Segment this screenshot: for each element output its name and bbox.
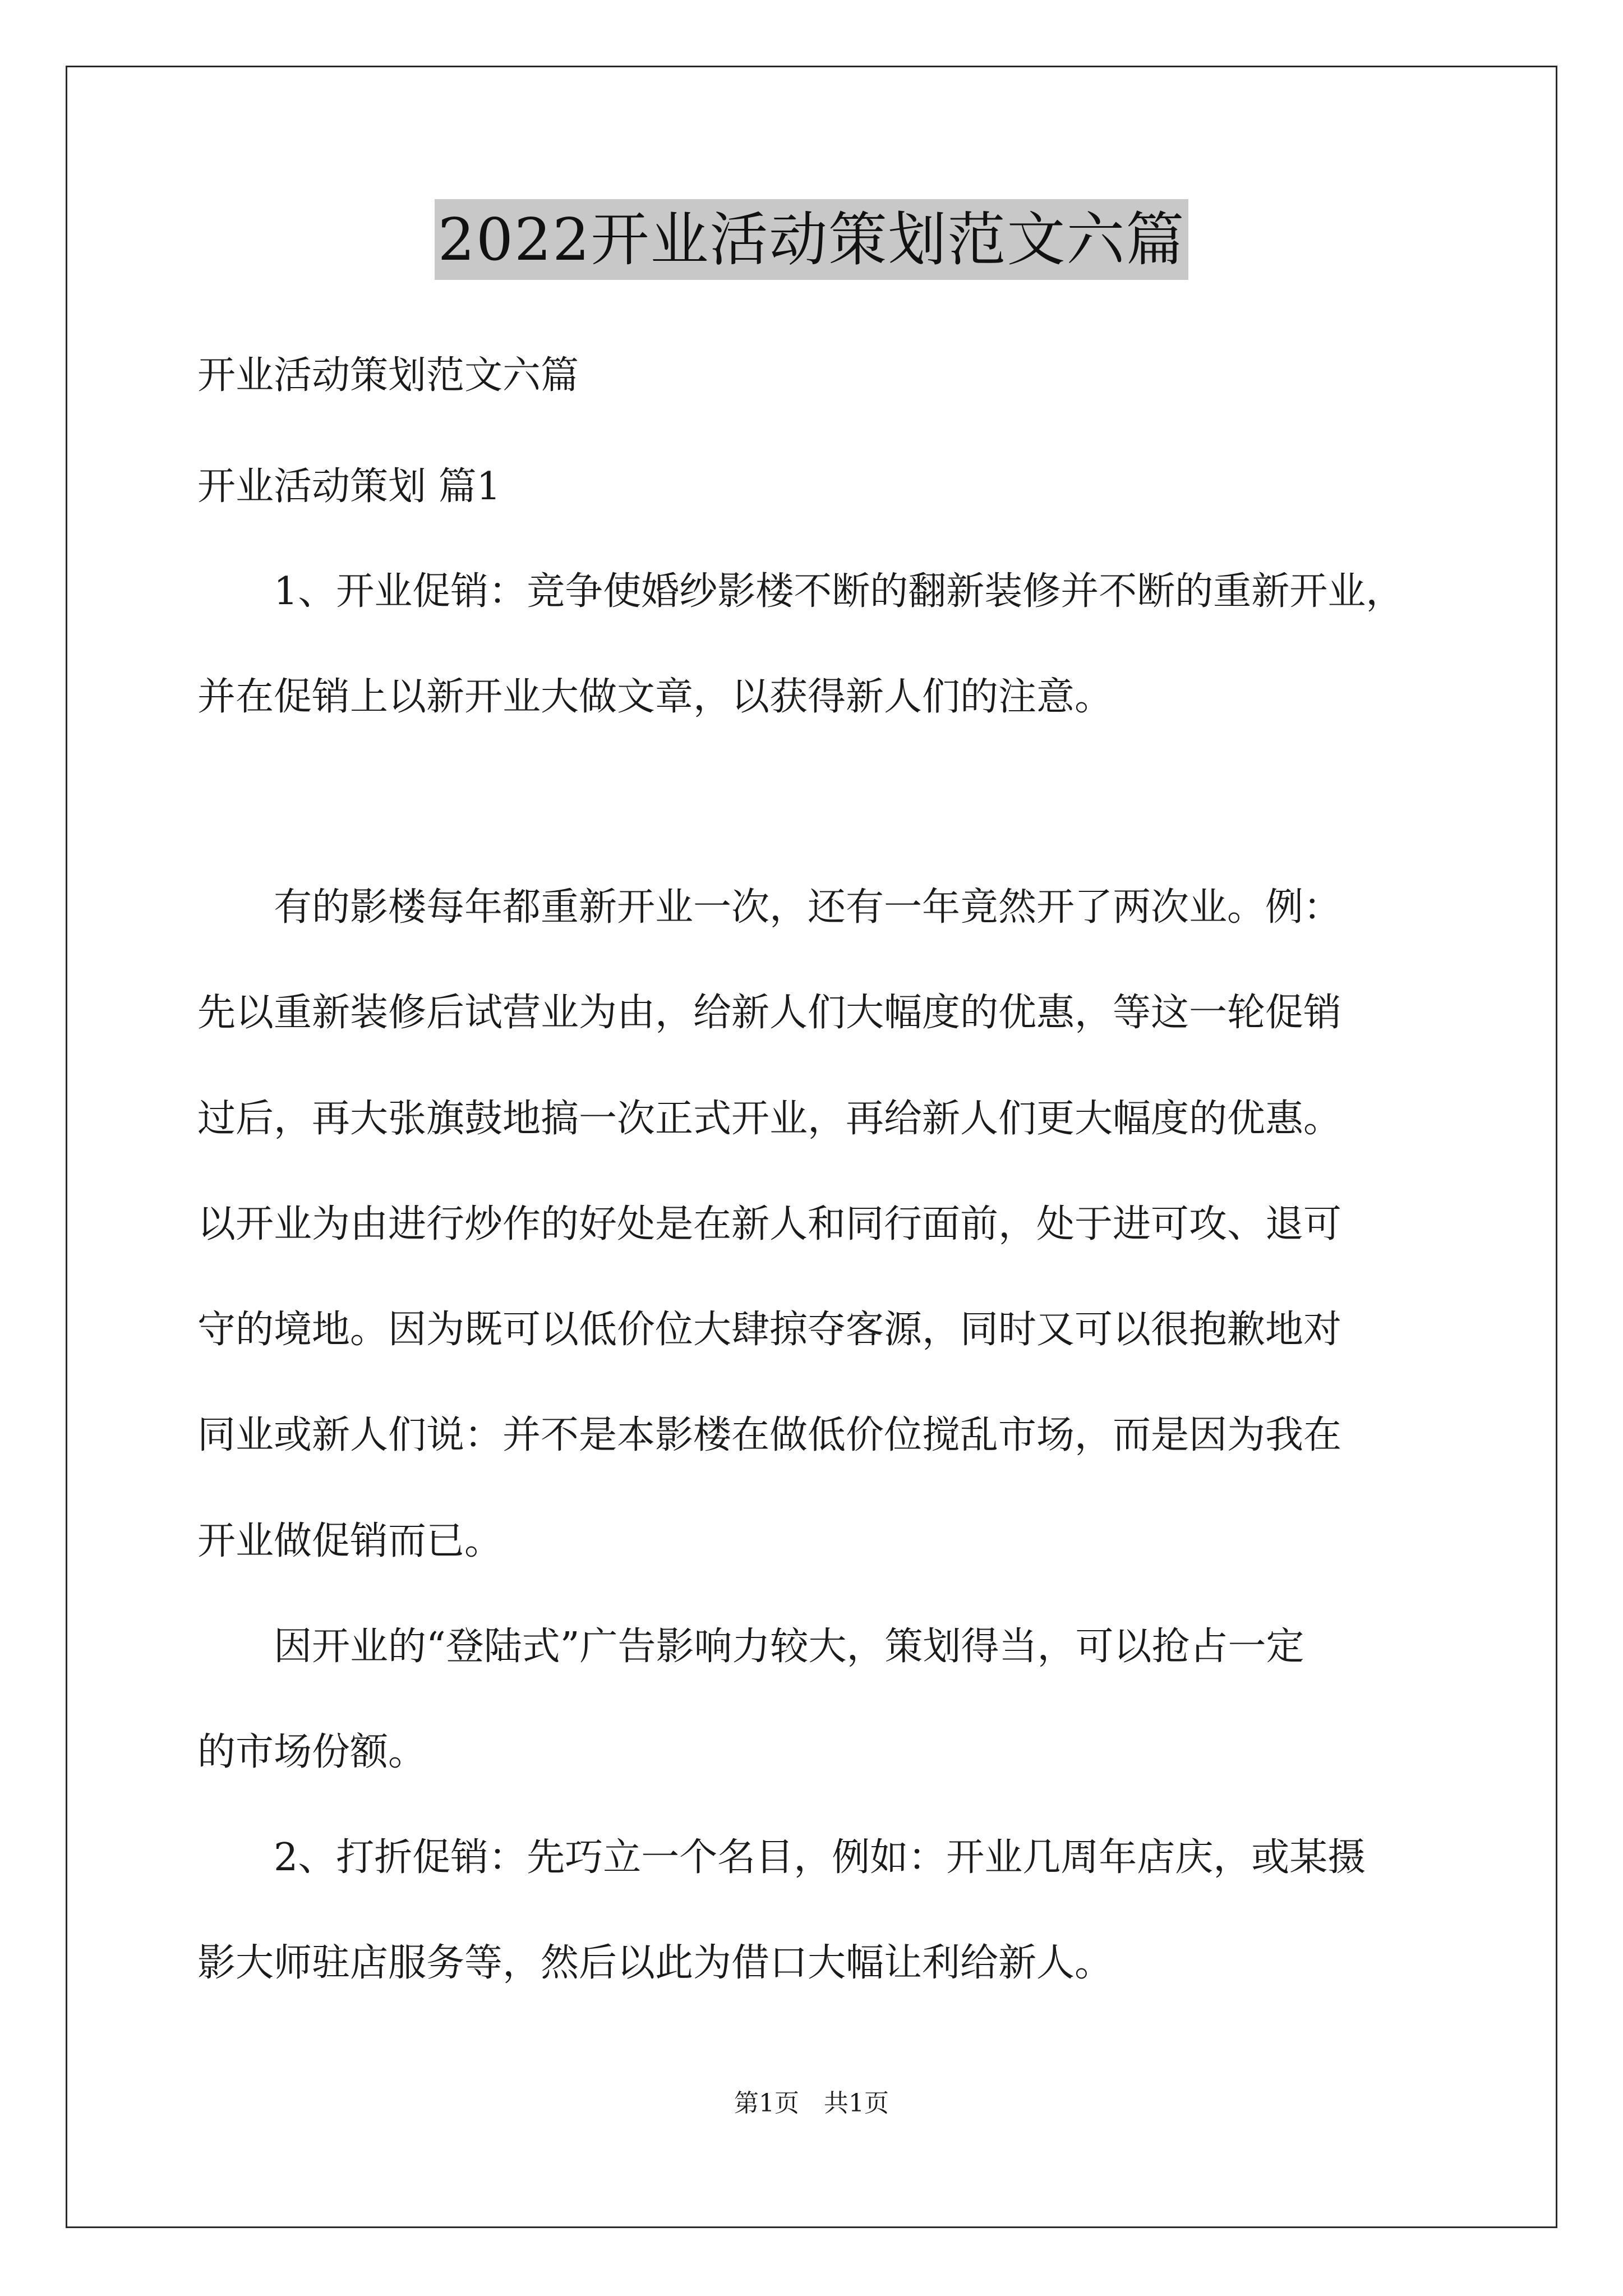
paragraph-line: 并在促销上以新开业大做文章，以获得新人们的注意。 [197, 675, 1113, 719]
paragraph-line: 影大师驻店服务等，然后以此为借口大幅让利给新人。 [197, 1941, 1113, 1985]
document-subtitle: 开业活动策划范文六篇 [197, 353, 579, 398]
document-title: 2022开业活动策划范文六篇 [435, 199, 1189, 280]
page-footer [0, 2087, 1623, 2120]
paragraph-line: 有的影楼每年都重新开业一次，还有一年竟然开了两次业。例： [274, 885, 1342, 930]
title-container [0, 199, 1623, 280]
paragraph-line: 开业做促销而已。 [197, 1519, 503, 1563]
paragraph-line: 先以重新装修后试营业为由，给新人们大幅度的优惠，等这一轮促销 [197, 991, 1342, 1035]
paragraph-line: 1、开业促销：竞争使婚纱影楼不断的翻新装修并不断的重新开业， [274, 569, 1404, 614]
paragraph-line: 同业或新人们说：并不是本影楼在做低价位搅乱市场，而是因为我在 [197, 1413, 1342, 1457]
paragraph-line: 2、打折促销：先巧立一个名目，例如：开业几周年店庆，或某摄 [274, 1835, 1366, 1880]
paragraph-line: 过后，再大张旗鼓地搞一次正式开业，再给新人们更大幅度的优惠。 [197, 1097, 1342, 1141]
paragraph-line: 因开业的“登陆式”广告影响力较大，策划得当，可以抢占一定 [274, 1625, 1304, 1669]
page-number: 第1页 共1页 [734, 2089, 889, 2118]
paragraph-line: 以开业为由进行炒作的好处是在新人和同行面前，处于进可攻、退可 [197, 1202, 1342, 1246]
paragraph-line: 守的境地。因为既可以低价位大肆掠夺客源，同时又可以很抱歉地对 [197, 1308, 1342, 1352]
section-heading: 开业活动策划 篇1 [197, 464, 501, 509]
paragraph-line: 的市场份额。 [197, 1730, 427, 1774]
